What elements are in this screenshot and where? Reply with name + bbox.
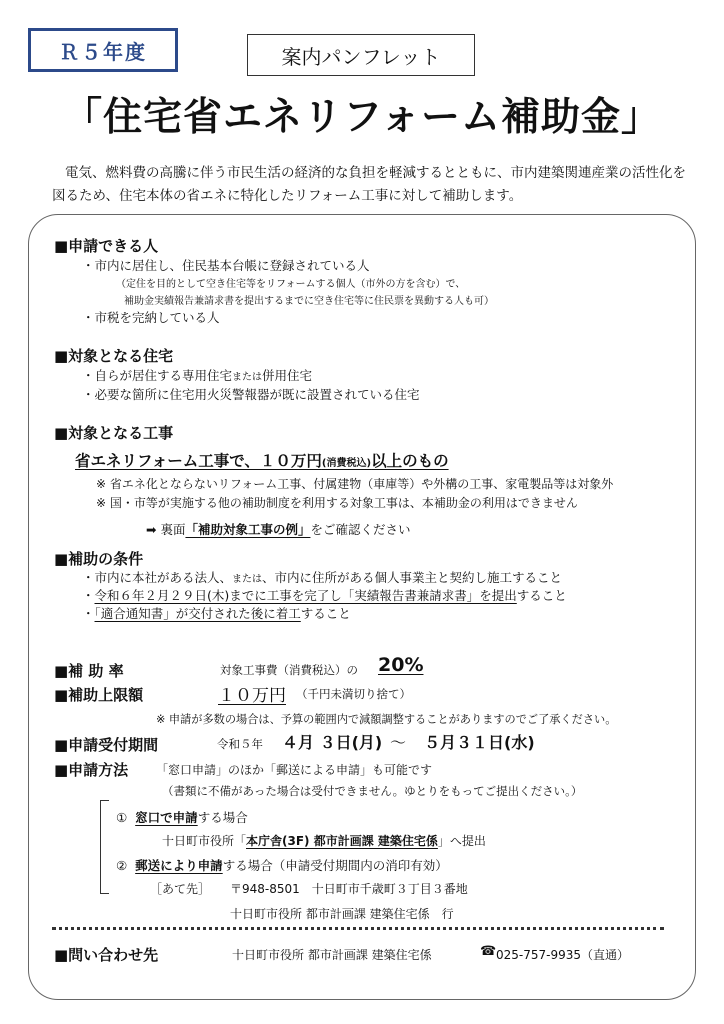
contact-phone: 025-757-9935（直通） bbox=[496, 948, 630, 962]
applicants-note-1: （定住を目的として空き住宅等をリフォームする個人（市外の方を含む）で、 bbox=[116, 279, 466, 290]
conditions-item-deadline bbox=[82, 586, 567, 604]
conditions-item1-a: ・市内に本社がある法人、 bbox=[82, 570, 233, 585]
subsidy-note: ※ 申請が多数の場合は、予算の範囲内で減額調整することがありますのでご了承ください。 bbox=[156, 713, 617, 726]
period-tilde: ～ bbox=[390, 733, 407, 752]
works-main-post: 以上のもの bbox=[371, 452, 449, 470]
works-ref-link: 「補助対象工事の例」 bbox=[185, 522, 311, 537]
works-main bbox=[75, 449, 449, 471]
opt2-label: 郵送により申請 bbox=[135, 858, 223, 873]
period-label: ■申請受付期間 bbox=[54, 736, 159, 754]
works-reference bbox=[146, 520, 410, 538]
contact-label: ■問い合わせ先 bbox=[54, 946, 159, 964]
applicants-note-2: 補助金実績報告兼請求書を提出するまでに空き住宅等に住民票を異動する人も可） bbox=[124, 296, 494, 307]
period-end: ５月３１日(水) bbox=[424, 733, 535, 752]
opt1-post: する場合 bbox=[197, 810, 248, 825]
intro-text: 電気、燃料費の高騰に伴う市民生活の経済的な負担を軽減するとともに、市内建築関連産業の活性化を図るため、住宅本体の省エネに特化したリフォーム工事に対して補助します。 bbox=[52, 165, 686, 204]
housing-item-own bbox=[82, 366, 312, 384]
conditions-item3-post: すること bbox=[300, 606, 351, 621]
works-ref-pre: ➡ 裏面 bbox=[146, 522, 186, 537]
mail-address-line2: 十日町市役所 都市計画課 建築住宅係 行 bbox=[230, 907, 454, 921]
conditions-item-notice bbox=[82, 604, 351, 622]
opt1-addr-post: 」へ提出 bbox=[437, 834, 486, 848]
contact-org: 十日町市役所 都市計画課 建築住宅係 bbox=[232, 948, 432, 962]
method-window-address bbox=[162, 832, 486, 849]
conditions-item2-u: 令和６年２月２９日(木)までに工事を完了し「実績報告書兼請求書」を提出 bbox=[94, 588, 517, 603]
rate-label: ■補 助 率 bbox=[54, 662, 124, 680]
dotted-divider bbox=[52, 927, 664, 930]
opt1-number: ① bbox=[116, 810, 128, 825]
mail-address-line1: 〒948-8501 十日町市千歳町３丁目３番地 bbox=[230, 882, 468, 896]
phone-icon: ☎ bbox=[480, 944, 497, 959]
limit-note: （千円未満切り捨て） bbox=[296, 687, 411, 701]
conditions-item3-pre: ・ bbox=[82, 606, 95, 621]
conditions-item-contractor bbox=[82, 568, 562, 586]
conditions-item1-b: 、市内に住所がある個人事業主と契約し施工すること bbox=[262, 570, 563, 585]
housing-item1-post: 併用住宅 bbox=[262, 368, 313, 383]
housing-item-alarm: ・必要な箇所に住宅用火災警報器が既に設置されている住宅 bbox=[82, 387, 420, 402]
period-start: ４月 ３日(月) bbox=[282, 733, 383, 752]
works-note-excluded: ※ 省エネ化とならないリフォーム工事、付属建物（車庫等）や外構の工事、家電製品等は対象外 bbox=[96, 477, 614, 491]
limit-label: ■補助上限額 bbox=[54, 686, 144, 704]
conditions-heading: ■補助の条件 bbox=[54, 550, 144, 568]
method-text: 「窓口申請」のほか「郵送による申請」も可能です bbox=[156, 763, 433, 777]
housing-item1-small: または bbox=[232, 372, 263, 383]
pamphlet-label: 案内パンフレット bbox=[247, 34, 475, 76]
year-badge: Ｒ５年度 bbox=[28, 28, 178, 72]
applicants-heading: ■申請できる人 bbox=[54, 237, 159, 255]
method-warning: （書類に不備があった場合は受付できません。ゆとりをもってご提出ください。） bbox=[162, 784, 583, 798]
works-heading: ■対象となる工事 bbox=[54, 424, 174, 442]
conditions-item2-pre: ・ bbox=[82, 588, 95, 603]
rate-text: 対象工事費（消費税込）の bbox=[220, 663, 358, 677]
conditions-item1-small: または bbox=[232, 574, 263, 585]
conditions-item3-u: 「適合通知書」が交付された後に着工 bbox=[94, 606, 301, 621]
page-title: 「住宅省エネリフォーム補助金」 bbox=[62, 95, 662, 140]
rate-value: 20% bbox=[378, 654, 424, 676]
opt2-post: する場合（申請受付期間内の消印有効） bbox=[222, 858, 448, 873]
opt1-addr-pre: 十日町市役所「 bbox=[162, 834, 247, 848]
works-main-pre: 省エネリフォーム工事で、１０万円 bbox=[75, 452, 322, 470]
opt2-number: ② bbox=[116, 858, 128, 873]
method-bracket bbox=[100, 800, 109, 894]
method-option-window bbox=[116, 808, 248, 826]
limit-value: １０万円 bbox=[218, 686, 286, 706]
conditions-item2-post: すること bbox=[516, 588, 567, 603]
works-main-small: (消費税込) bbox=[321, 458, 372, 469]
applicants-item-tax: ・市税を完納している人 bbox=[82, 310, 220, 325]
applicants-item-residence: ・市内に居住し、住民基本台帳に登録されている人 bbox=[82, 258, 370, 273]
method-label: ■申請方法 bbox=[54, 761, 129, 779]
housing-heading: ■対象となる住宅 bbox=[54, 347, 174, 365]
period-era: 令和５年 bbox=[217, 737, 263, 751]
opt1-addr-dept: 本庁舎(3F) 都市計画課 建築住宅係 bbox=[246, 834, 438, 848]
method-option-mail bbox=[116, 856, 448, 874]
opt1-label: 窓口で申請 bbox=[135, 810, 198, 825]
mail-address-label: ［あて先］ bbox=[150, 882, 211, 896]
works-ref-post: をご確認ください bbox=[310, 522, 411, 537]
works-note-other-subsidy: ※ 国・市等が実施する他の補助制度を利用する対象工事は、本補助金の利用はできません bbox=[96, 496, 578, 510]
housing-item1-pre: ・自らが居住する専用住宅 bbox=[82, 368, 233, 383]
